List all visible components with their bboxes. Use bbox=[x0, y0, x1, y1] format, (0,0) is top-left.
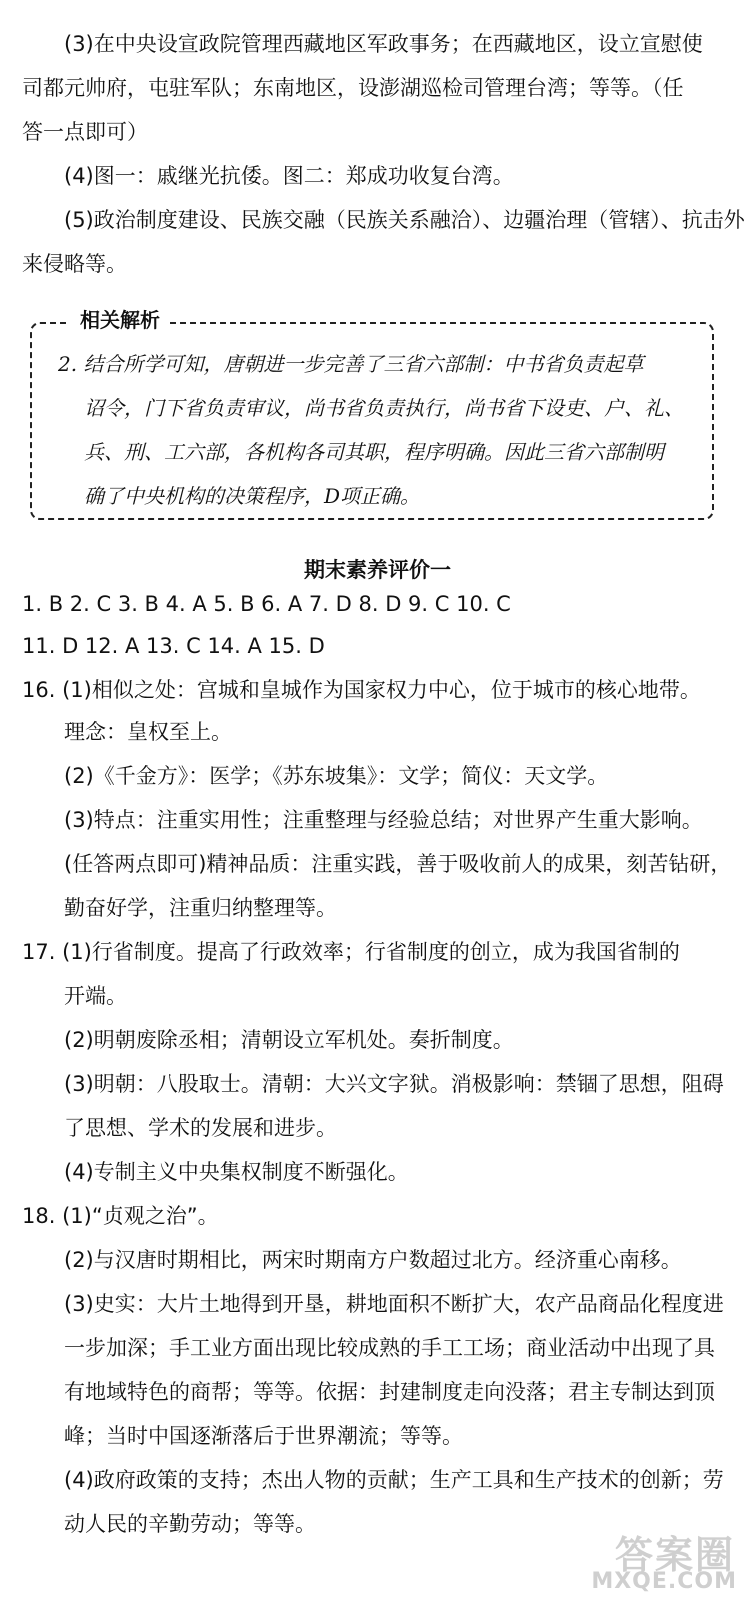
answer-line: (3)在中央设宣政院管理西藏地区军政事务；在西藏地区，设立宣慰使 bbox=[64, 32, 703, 56]
q18-line: (3)史实：大片土地得到开垦，耕地面积不断扩大，农产品商品化程度进 bbox=[64, 1292, 724, 1316]
q16-line: (2)《千金方》：医学；《苏东坡集》：文学；简仪：天文学。 bbox=[64, 764, 609, 788]
q16-line: (任答两点即可)精神品质：注重实践，善于吸收前人的成果，刻苦钻研， bbox=[64, 852, 732, 876]
q16-line: (3)特点：注重实用性；注重整理与经验总结；对世界产生重大影响。 bbox=[64, 808, 703, 832]
answer-line: 来侵略等。 bbox=[22, 252, 127, 276]
q17-line: (3)明朝：八股取士。清朝：大兴文字狱。消极影响：禁锢了思想，阻碍 bbox=[64, 1072, 724, 1096]
q16-line: 16. (1)相似之处：宫城和皇城作为国家权力中心，位于城市的核心地带。 bbox=[22, 678, 701, 702]
watermark-domain: MXQE.COM bbox=[591, 1569, 737, 1594]
q18-line: 一步加深；手工业方面出现比较成熟的手工工场；商业活动中出现了具 bbox=[64, 1336, 715, 1360]
q18-line: (4)政府政策的支持；杰出人物的贡献；生产工具和生产技术的创新；劳 bbox=[64, 1468, 724, 1492]
q16-line: 勤奋好学，注重归纳整理等。 bbox=[64, 896, 337, 920]
analysis-line: 兵、刑、工六部，各机构各司其职，程序明确。因此三省六部制明 bbox=[84, 440, 664, 464]
analysis-line: 2. 结合所学可知，唐朝进一步完善了三省六部制：中书省负责起草 bbox=[58, 352, 644, 376]
q18-line: 动人民的辛勤劳动；等等。 bbox=[64, 1512, 316, 1536]
answer-line: (4)图一：戚继光抗倭。图二：郑成功收复台湾。 bbox=[64, 164, 514, 188]
q18-line: (2)与汉唐时期相比，两宋时期南方户数超过北方。经济重心南移。 bbox=[64, 1248, 682, 1272]
answer-line: 司都元帅府，屯驻军队；东南地区，设澎湖巡检司管理台湾；等等。（任 bbox=[22, 76, 684, 100]
analysis-line: 诏令，门下省负责审议，尚书省负责执行，尚书省下设吏、户、礼、 bbox=[84, 396, 684, 420]
q17-line: (2)明朝废除丞相；清朝设立军机处。奏折制度。 bbox=[64, 1028, 514, 1052]
answer-line: 答一点即可） bbox=[22, 120, 148, 144]
q17-line: 17. (1)行省制度。提高了行政效率；行省制度的创立，成为我国省制的 bbox=[22, 940, 680, 964]
answers-row: 11. D 12. A 13. C 14. A 15. D bbox=[22, 634, 325, 658]
q18-line: 峰；当时中国逐渐落后于世界潮流；等等。 bbox=[64, 1424, 463, 1448]
q18-line: 18. (1)“贞观之治”。 bbox=[22, 1204, 219, 1228]
q17-line: 了思想、学术的发展和进步。 bbox=[64, 1116, 337, 1140]
q17-line: 开端。 bbox=[64, 984, 127, 1008]
answers-row: 1. B 2. C 3. B 4. A 5. B 6. A 7. D 8. D 9. C 10. C bbox=[22, 592, 511, 616]
q16-line: 理念：皇权至上。 bbox=[64, 720, 232, 744]
analysis-title: 相关解析 bbox=[70, 306, 170, 334]
q18-line: 有地域特色的商帮；等等。依据：封建制度走向没落；君主专制达到顶 bbox=[64, 1380, 715, 1404]
q17-line: (4)专制主义中央集权制度不断强化。 bbox=[64, 1160, 409, 1184]
watermark-logo-text: 答案圈 bbox=[614, 1533, 735, 1577]
exam-title: 期末素养评价一 bbox=[304, 558, 451, 582]
analysis-line: 确了中央机构的决策程序，D项正确。 bbox=[84, 484, 421, 508]
answer-line: (5)政治制度建设、民族交融（民族关系融洽）、边疆治理（管辖）、抗击外 bbox=[64, 208, 745, 232]
site-watermark bbox=[545, 1524, 745, 1594]
